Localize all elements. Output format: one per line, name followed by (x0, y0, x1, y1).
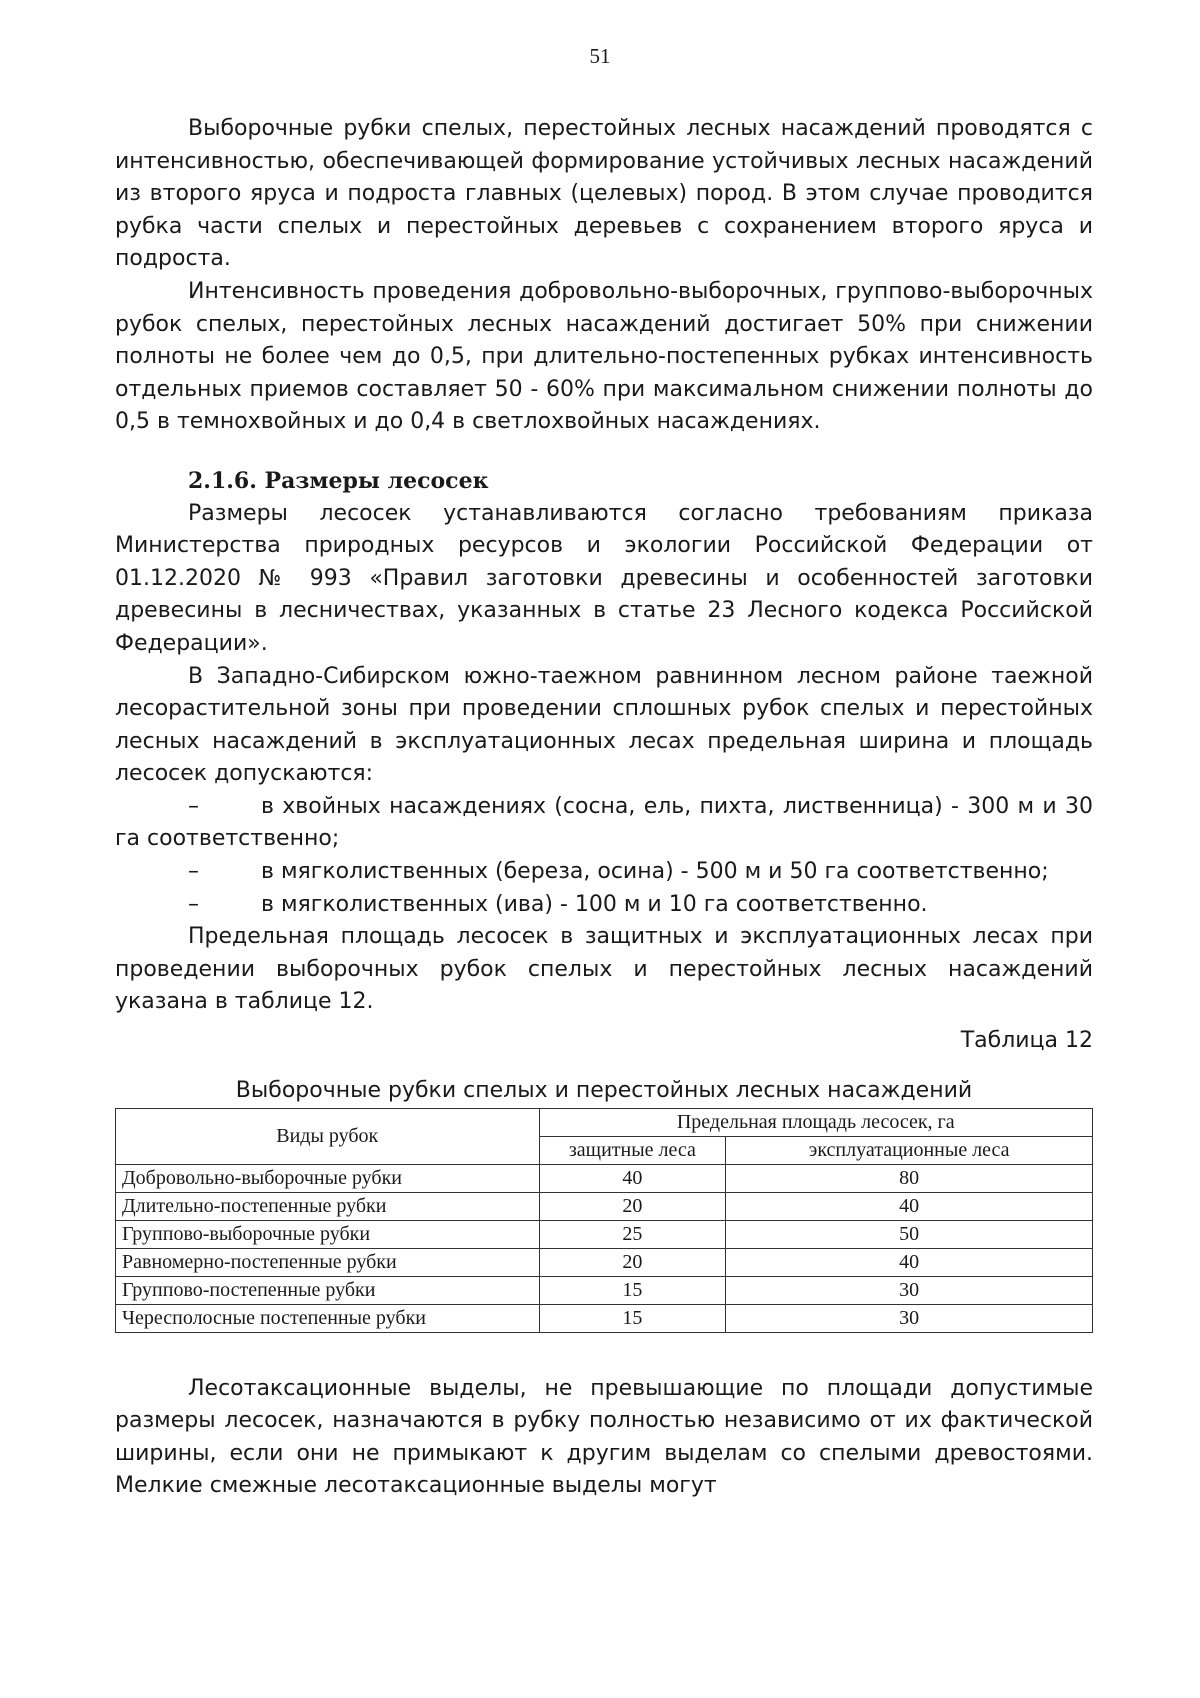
table-row (116, 1192, 1093, 1220)
cell-cutting-type: Длительно-постепенные рубки (116, 1192, 540, 1220)
paragraph: В Западно-Сибирском южно-таежном равнинном лесном районе таежной лесорастительной зоны при проведении сплошных рубок спелых и перестойных лесных насаждений в эксплуатационных лесах предельная ширина и площадь лесосек допускаются: (115, 663, 1093, 787)
dash-marker: – (188, 793, 199, 819)
table-row (116, 1276, 1093, 1304)
cell-exploitation: 30 (726, 1276, 1093, 1304)
table-caption: Выборочные рубки спелых и перестойных лесных насаждений (235, 1077, 973, 1103)
cell-protective: 15 (539, 1276, 726, 1304)
dash-marker: – (188, 859, 199, 885)
paragraph: Интенсивность проведения добровольно-выборочных, группово-выборочных рубок спелых, перестойных лесных насаждений достигает 50% при снижении полноты не более чем до 0,5, при длительно-постепенных рубках интенсивность отдельных приемов составляет 50 - 60% при максимальном снижении полноты до 0,5 в темнохвойных и до 0,4 в светлохвойных насаждениях. (115, 278, 1093, 435)
paragraph: Лесотаксационные выделы, не превышающие по площади допустимые размеры лесосек, назначаются в рубку полностью независимо от их фактической ширины, если они не примыкают к другим выделам со спелыми древостоями. Мелкие смежные лесотаксационные выделы могут (115, 1375, 1093, 1499)
cell-exploitation: 30 (726, 1304, 1093, 1332)
table-row (116, 1304, 1093, 1332)
table-row (116, 1220, 1093, 1248)
cell-exploitation: 80 (726, 1164, 1093, 1192)
dash-marker: – (188, 891, 199, 917)
paragraph: Размеры лесосек устанавливаются согласно требованиям приказа Министерства природных ресурсов и экологии Российской Федерации от 01.12.2020 № 993 «Правил заготовки древесины и особенностей заготовки древесины в лесничествах, указанных в статье 23 Лесного кодекса Российской Федерации». (115, 500, 1093, 656)
cell-cutting-type: Чересполосные постепенные рубки (116, 1304, 540, 1332)
cell-exploitation: 40 (726, 1192, 1093, 1220)
header-protective-forests: защитные леса (539, 1136, 726, 1164)
cell-exploitation: 40 (726, 1248, 1093, 1276)
cell-cutting-type: Группово-выборочные рубки (116, 1220, 540, 1248)
list-item (115, 889, 1093, 922)
paragraph: Выборочные рубки спелых, перестойных лесных насаждений проводятся с интенсивностью, обеспечивающей формирование устойчивых лесных насаждений из второго яруса и подроста главных (целевых) пород. В этом случае проводится рубка части спелых и перестойных деревьев с сохранением второго яруса и подроста. (115, 116, 1093, 272)
list-item (115, 856, 1093, 889)
cell-protective: 20 (539, 1192, 726, 1220)
cell-protective: 20 (539, 1248, 726, 1276)
table-row (116, 1164, 1093, 1192)
cell-cutting-type: Равномерно-постепенные рубки (116, 1248, 540, 1276)
header-cutting-types: Виды рубок (116, 1108, 540, 1164)
section-heading: 2.1.6. Размеры лесосек (188, 467, 489, 494)
paragraph: Предельная площадь лесосек в защитных и эксплуатационных лесах при проведении выборочных рубок спелых и перестойных лесных насаждений указана в таблице 12. (115, 924, 1093, 1015)
list-item-text: в мягколиственных (ива) - 100 м и 10 га соответственно. (261, 891, 928, 917)
table-row (116, 1248, 1093, 1276)
cell-protective: 15 (539, 1304, 726, 1332)
cell-protective: 25 (539, 1220, 726, 1248)
cutting-area-table (115, 1108, 1093, 1333)
page-content (115, 113, 1093, 1503)
list-item (115, 791, 1093, 856)
page-number: 51 (589, 44, 611, 68)
table-label: Таблица 12 (960, 1028, 1093, 1054)
cell-exploitation: 50 (726, 1220, 1093, 1248)
cell-cutting-type: Группово-постепенные рубки (116, 1276, 540, 1304)
header-max-area: Предельная площадь лесосек, га (539, 1108, 1093, 1136)
list-item-text: в хвойных насаждениях (сосна, ель, пихта, лиственница) - 300 м и 30 га соответственно; (115, 793, 1093, 852)
cell-protective: 40 (539, 1164, 726, 1192)
list-item-text: в мягколиственных (береза, осина) - 500 м и 50 га соответственно; (261, 859, 1049, 885)
cell-cutting-type: Добровольно-выборочные рубки (116, 1164, 540, 1192)
header-exploitation-forests: эксплуатационные леса (726, 1136, 1093, 1164)
